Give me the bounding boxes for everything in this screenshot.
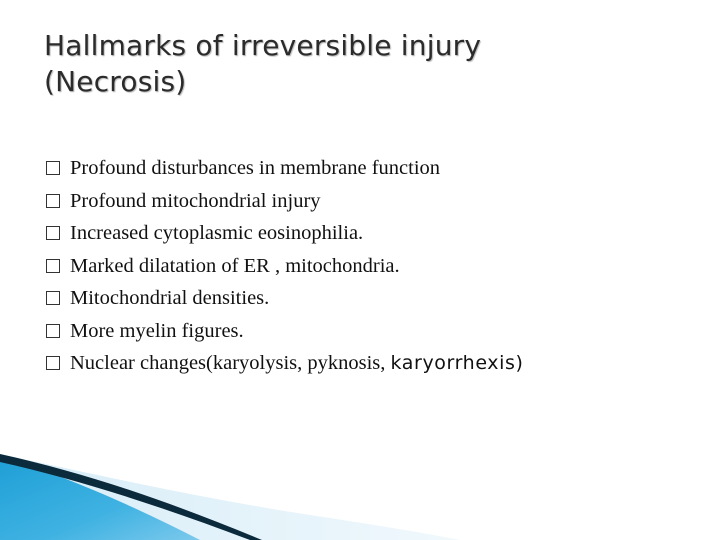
bullet-item — [46, 185, 686, 218]
bullet-item — [46, 152, 686, 185]
bullet-text: Profound disturbances in membrane function — [70, 157, 441, 179]
square-bullet-icon — [46, 259, 60, 273]
bullet-item — [46, 347, 686, 380]
bullet-text: Profound mitochondrial injury — [70, 189, 321, 212]
bullet-item — [46, 250, 686, 283]
square-bullet-icon — [46, 356, 60, 370]
square-bullet-icon — [46, 324, 60, 338]
bullet-text: Increased cytoplasmic eosinophilia. — [70, 222, 364, 244]
bullet-text: More myelin figures. — [70, 319, 244, 342]
corner-swoosh-decoration — [0, 440, 720, 540]
square-bullet-icon — [46, 194, 60, 208]
square-bullet-icon — [46, 291, 60, 305]
bullet-text-tail: karyorrhexis) — [390, 352, 524, 374]
slide-title-line-1: Hallmarks of irreversible injury — [44, 29, 482, 62]
bullet-item — [46, 315, 686, 348]
bullet-item — [46, 217, 686, 250]
slide-title — [44, 28, 664, 100]
bullet-text: Mitochondrial densities. — [70, 287, 270, 309]
square-bullet-icon — [46, 161, 60, 175]
bullet-text: Marked dilatation of ER , mitochondria. — [70, 254, 400, 277]
bullet-list — [46, 152, 686, 380]
bullet-item — [46, 282, 686, 315]
slide-title-line-2: (Necrosis) — [44, 65, 187, 98]
square-bullet-icon — [46, 226, 60, 240]
bullet-text: Nuclear changes(karyolysis, pyknosis, — [70, 352, 391, 374]
